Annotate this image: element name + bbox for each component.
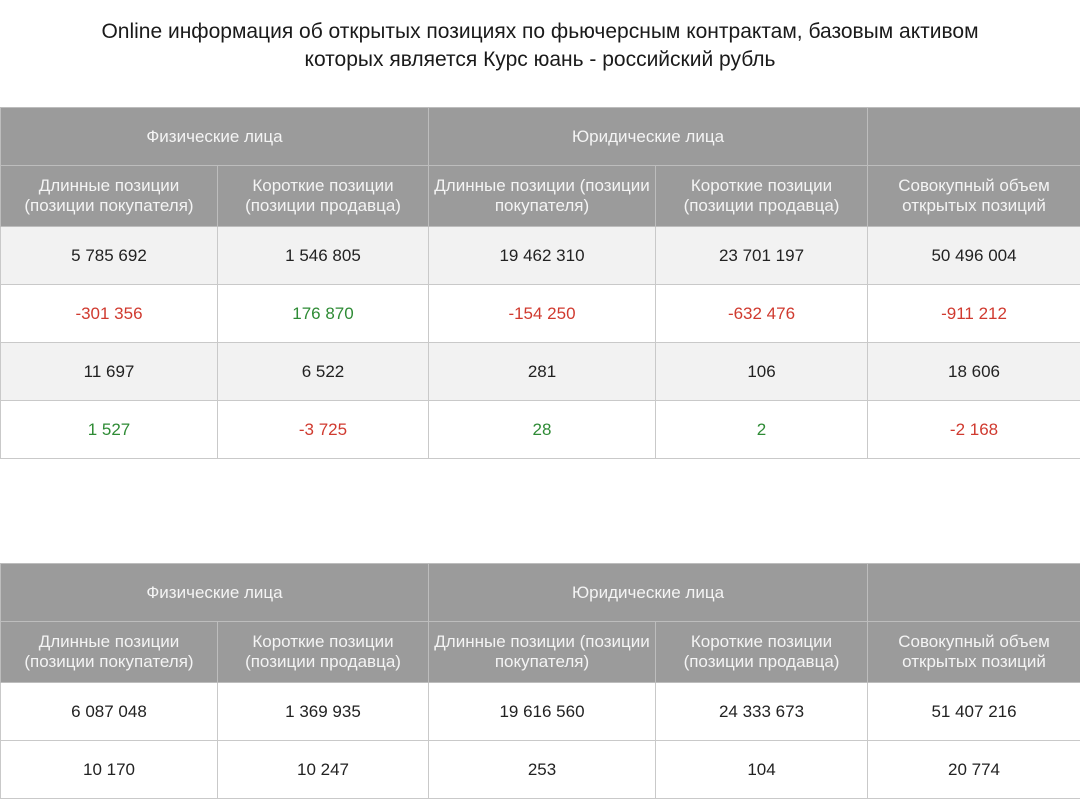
table-cell: 6 522 [218,343,429,401]
table-row [1,741,1080,799]
table-cell: 18 606 [868,343,1080,401]
table-header [1,108,1080,227]
group-header-legal-entities: Юридические лица [429,564,868,622]
page-title-line-2: которых является Курс юань - российский рубль [304,48,776,71]
table-cell: 1 546 805 [218,227,429,285]
group-header-legal-entities: Юридические лица [429,108,868,166]
table-cell: 1 369 935 [218,683,429,741]
table-cell: -3 725 [218,401,429,459]
table-cell: -911 212 [868,285,1080,343]
table-cell: 11 697 [1,343,218,401]
column-header-row [1,622,1080,683]
table-row [1,343,1080,401]
table-cell: 106 [656,343,868,401]
table-cell: 51 407 216 [868,683,1080,741]
page-title [0,18,1080,74]
column-header-total-open-interest: Совокупный объем открытых позиций [868,622,1080,683]
column-header-legal-short: Короткие позиции (позиции продавца) [656,622,868,683]
table-cell: -632 476 [656,285,868,343]
column-header-legal-long: Длинные позиции (позиции покупателя) [429,622,656,683]
table-cell: 253 [429,741,656,799]
table-body [1,227,1080,459]
open-interest-table-2 [0,563,1080,799]
table-row [1,401,1080,459]
table-cell: 28 [429,401,656,459]
column-header-individuals-long: Длинные позиции (позиции покупателя) [1,622,218,683]
table-body [1,683,1080,799]
column-header-legal-short: Короткие позиции (позиции продавца) [656,166,868,227]
group-header-row [1,108,1080,166]
table-cell: 20 774 [868,741,1080,799]
table-cell: 10 247 [218,741,429,799]
table-cell: 10 170 [1,741,218,799]
column-header-row [1,166,1080,227]
column-header-individuals-short: Короткие позиции (позиции продавца) [218,166,429,227]
table-cell: 1 527 [1,401,218,459]
group-header-total [868,564,1080,622]
group-header-individuals: Физические лица [1,108,429,166]
open-interest-table-1 [0,107,1080,459]
table-cell: 281 [429,343,656,401]
column-header-total-open-interest: Совокупный объем открытых позиций [868,166,1080,227]
table-cell: -301 356 [1,285,218,343]
table-cell: 19 616 560 [429,683,656,741]
table-cell: -154 250 [429,285,656,343]
table-cell: 23 701 197 [656,227,868,285]
table-cell: 19 462 310 [429,227,656,285]
table-cell: 104 [656,741,868,799]
column-header-legal-long: Длинные позиции (позиции покупателя) [429,166,656,227]
group-header-row [1,564,1080,622]
table-cell: 5 785 692 [1,227,218,285]
table-cell: 24 333 673 [656,683,868,741]
column-header-individuals-short: Короткие позиции (позиции продавца) [218,622,429,683]
table-cell: 50 496 004 [868,227,1080,285]
table-cell: 2 [656,401,868,459]
page-title-line-1: Online информация об открытых позициях по фьючерсным контрактам, базовым активом [101,20,979,43]
table-cell: 6 087 048 [1,683,218,741]
table-cell: 176 870 [218,285,429,343]
table-row [1,285,1080,343]
table-row [1,683,1080,741]
group-header-individuals: Физические лица [1,564,429,622]
column-header-individuals-long: Длинные позиции (позиции покупателя) [1,166,218,227]
table-row [1,227,1080,285]
group-header-total [868,108,1080,166]
table-cell: -2 168 [868,401,1080,459]
table-header [1,564,1080,683]
